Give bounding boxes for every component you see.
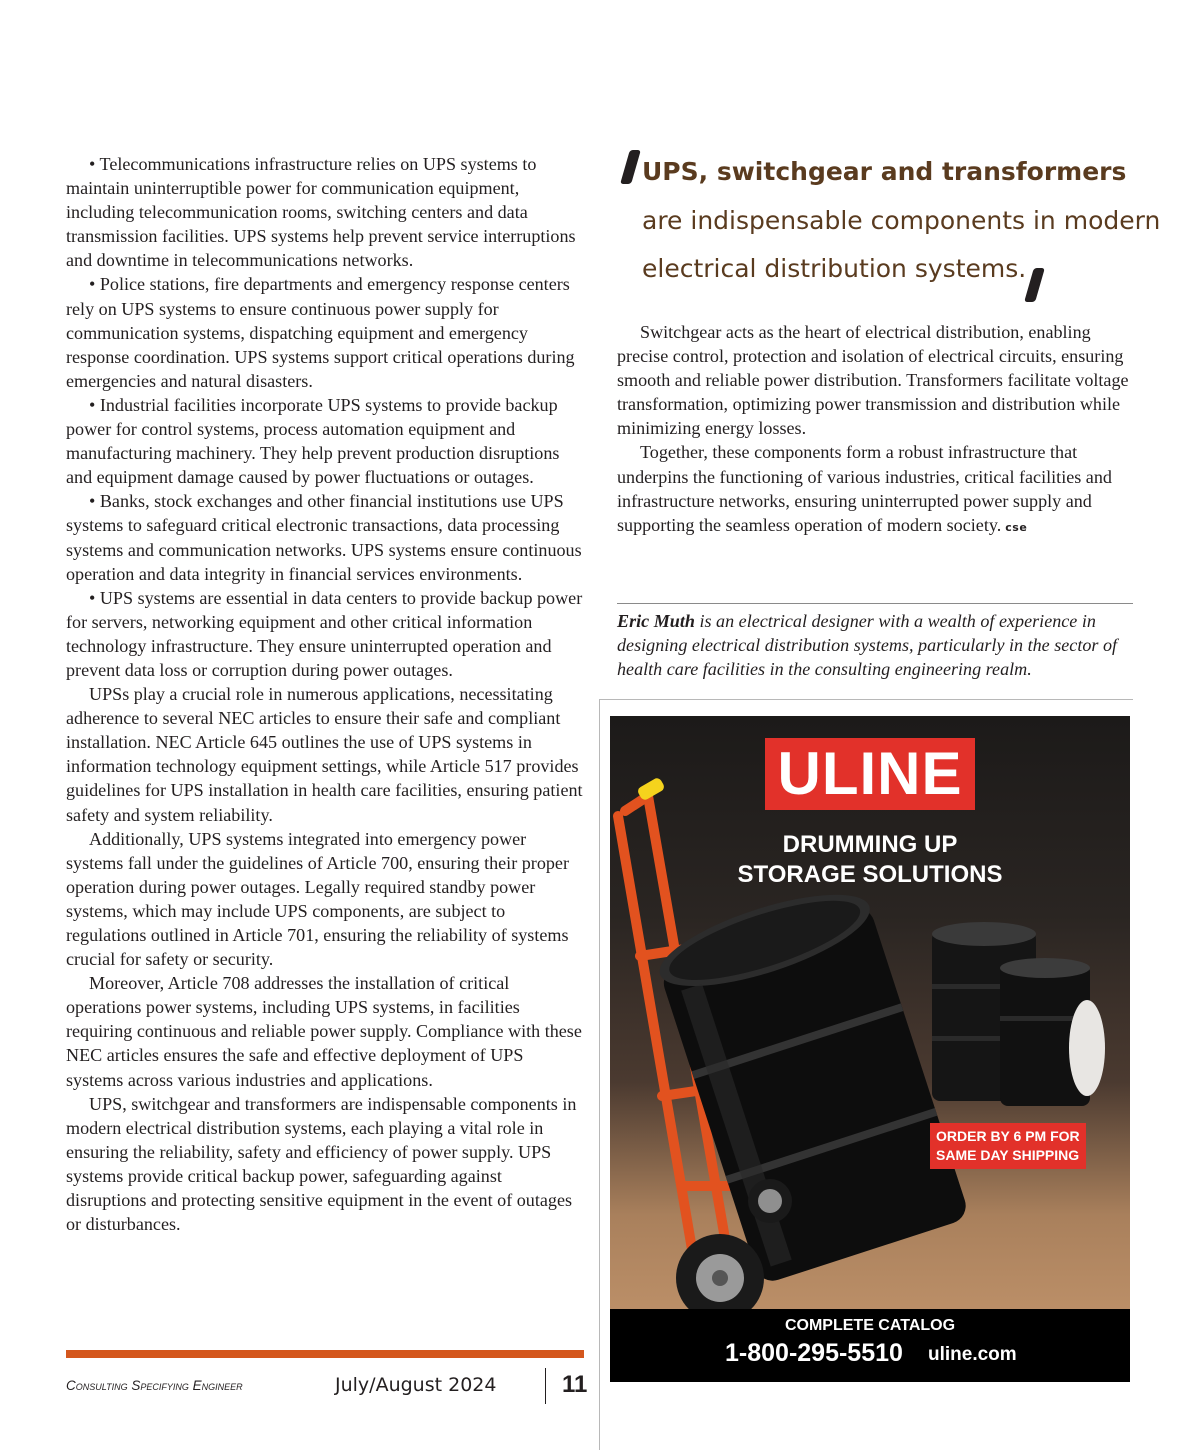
ad-frame-border [599, 699, 600, 1450]
body-paragraph: • UPS systems are essential in data centers to provide backup power for servers, networking equipment and other critical information technology infrastructure. They ensure uninterrupted operation and prevent data loss or corruption during power outages. [66, 587, 583, 680]
body-paragraph: UPS, switchgear and transformers are indispensable components in modern electrical distribution systems, each playing a vital role in ensuring the reliability, safety and efficiency of power supply. UPS systems provide critical backup power, safeguarding against disruptions and protecting sensitive equipment in the event of outages or disturbances. [66, 1093, 577, 1235]
website-link[interactable]: uline.com [928, 1344, 1017, 1365]
ad-headline: STORAGE SOLUTIONS [737, 861, 1003, 888]
end-mark: cse [1005, 520, 1028, 534]
uline-advertisement[interactable] [610, 716, 1130, 1382]
body-paragraph: • Police stations, fire departments and emergency response centers rely on UPS systems to ensure continuous power supply for communication systems, dispatching equipment and emergency response coordination. UPS systems support critical operations during emergencies and natural disasters. [66, 274, 575, 391]
body-paragraph [617, 440, 1133, 539]
body-paragraph: UPSs play a crucial role in numerous applications, necessitating adherence to several NEC articles to ensure their safe and compliant installation. NEC Article 645 outlines the use of UPS systems in information technology equipment settings, while Article 517 provides guidelines for UPS installation in health care facilities, ensuring patient safety and system reliability. [66, 684, 583, 825]
bio-text: is an electrical designer with a wealth of experience in designing electrical distribution systems, particularly in the sector of health care facilities in the consulting engineering realm. [617, 611, 1118, 680]
order-deadline-badge [930, 1123, 1086, 1169]
order-line: ORDER BY 6 PM FOR [936, 1128, 1080, 1144]
open-quote-mark-icon [620, 150, 641, 184]
author-name: Eric Muth [617, 611, 695, 631]
body-paragraph: Moreover, Article 708 addresses the installation of critical operations power systems, including UPS systems, in facilities requiring continuous and reliable power supply. Compliance with these NEC articles ensures the safe and effective deployment of UPS systems across various industries and applications. [66, 973, 582, 1090]
catalog-label: COMPLETE CATALOG [784, 1317, 956, 1334]
ad-contact-bar [610, 1309, 1130, 1382]
body-paragraph: Switchgear acts as the heart of electrical distribution, enabling precise control, protection and isolation of electrical circuits, ensuring smooth and reliable power distribution. Transformers facilitate voltage transformation, optimizing power transmission and distribution while minimizing energy losses. [617, 322, 1129, 439]
body-paragraph: • Industrial facilities incorporate UPS systems to provide backup power for control systems, process automation equipment and manufacturing machinery. They help prevent production disruptions and equipment damage caused by power fluctuations or outages. [66, 394, 560, 488]
issue-date: July/August 2024 [335, 1374, 497, 1396]
phone-number[interactable]: 1-800-295-5510 [725, 1339, 903, 1367]
bio-divider [617, 603, 1133, 604]
close-quote-mark-icon [1024, 268, 1045, 302]
footer-separator [545, 1368, 546, 1404]
right-column [617, 320, 1133, 540]
ad-headline: DRUMMING UP [782, 831, 958, 858]
steel-drum-icon [650, 876, 970, 1285]
body-paragraph: Additionally, UPS systems integrated into emergency power systems fall under the guidelines of Article 700, ensuring their proper operation during power outages. Legally required standby power systems, which may include UPS components, are subject to regulations outlined in Article 701, ensuring the reliability of systems crucial for safety or security. [66, 828, 569, 970]
order-line: SAME DAY SHIPPING [936, 1147, 1080, 1163]
pull-quote-line: UPS, switchgear and transformers [642, 157, 1127, 186]
uline-logo: ULINE [765, 738, 975, 810]
body-paragraph: • Telecommunications infrastructure relies on UPS systems to maintain uninterruptible power for communication equipment, including telecommunication rooms, switching centers and data transmission facilities. UPS systems help prevent service interruptions and downtime in telecommunications networks. [66, 154, 576, 271]
body-text: Together, these components form a robust infrastructure that underpins the functioning of various industries, critical facilities and infrastructure networks, ensuring uninterrupted power supply and supporting the seamless operation of modern society. [617, 442, 1112, 535]
pull-quote-line: are indispensable components in modern [642, 206, 1161, 235]
ad-frame-border [599, 699, 1133, 700]
publication-name: Consulting Specifying Engineer [66, 1378, 243, 1393]
left-column [66, 152, 584, 1236]
wheel-icon [748, 1179, 792, 1223]
drum-lid-icon [1069, 1000, 1105, 1096]
footer-accent-bar [66, 1350, 584, 1358]
author-bio [617, 609, 1137, 681]
body-paragraph: • Banks, stock exchanges and other financial institutions use UPS systems to safeguard critical electronic transactions, data processing systems and communication networks. UPS systems ensure continuous operation and data integrity in financial services environments. [66, 491, 582, 584]
pull-quote-line: electrical distribution systems. [642, 254, 1027, 283]
page-number: 11 [562, 1371, 588, 1398]
